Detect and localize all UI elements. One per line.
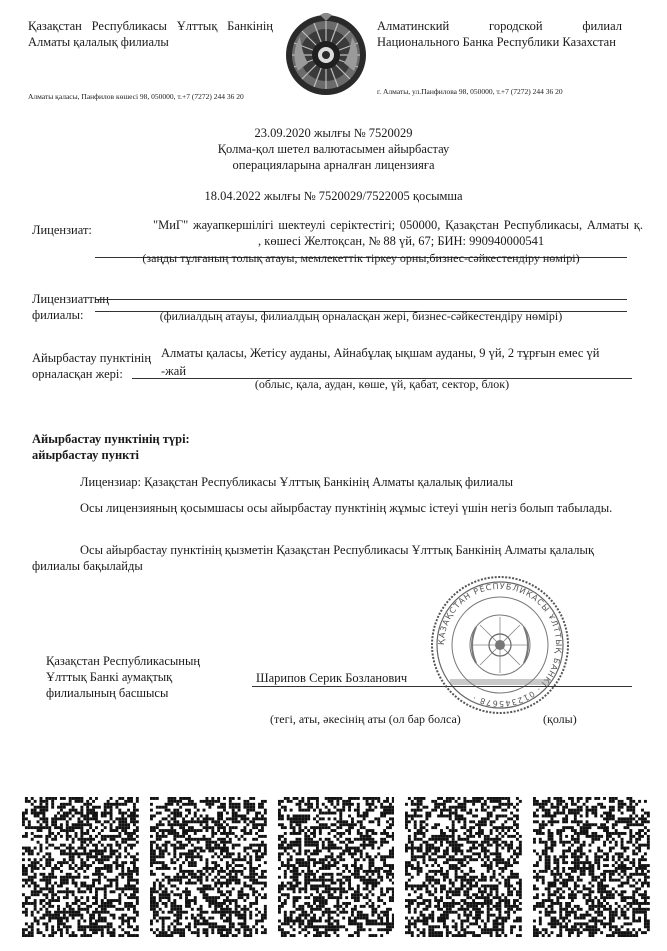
type-value: айырбастау пункті [32,448,139,462]
signer-name-caption: (тегі, аты, әкесінің аты (ол бар болса) [270,712,461,726]
control-line2: филиалы бақылайды [32,559,143,573]
barcode-block-4 [405,797,522,937]
issuer-address-russian: г. Алматы, ул.Панфилова 98, 050000, т.+7 (7272) 244 36 20 [377,87,563,96]
issuer-name-russian-line1: Алматинский городской филиал [377,19,622,33]
basis-line: Осы лицензияның қосымшасы осы айырбастау пунктінің жұмыс істеуі үшін негіз болып табылады. [80,501,613,515]
control-line1: Осы айырбастау пунктінің қызметін Қазақстан Республикасы Ұлттық Банкінің Алматы қалалық [80,543,595,557]
licensee-label: Лицензиат: [32,223,92,237]
signature-caption: (қолы) [543,712,577,726]
svg-text:ҚАЗАҚСТАН РЕСПУБЛИКАСЫ ҰЛТТЫҚ: ҚАЗАҚСТАН РЕСПУБЛИКАСЫ ҰЛТТЫҚ БАНКІ · 012345678 · [436,581,564,709]
signer-position-line3: филиалының басшысы [46,686,169,700]
license-number: 23.09.2020 жылғы № 7520029 [254,126,413,140]
location-value-line1: Алматы қаласы, Жетісу ауданы, Айнабұлақ ықшам ауданы, 9 үй, 2 тұрғын емес үй [161,346,600,360]
license-subject-line1: Қолма-қол шетел валютасымен айырбастау [217,142,450,156]
license-subject-line2: операцияларына арналған лицензияға [232,158,435,172]
branch-underline-top [95,299,627,300]
barcode-block-2 [150,797,267,937]
issuer-name-russian [377,18,622,50]
license-annex: 18.04.2022 жылғы № 7520029/7522005 қосымша [204,189,463,203]
location-label-line2: орналасқан жері: [32,367,123,381]
branch-label-line1: Лицензиаттың [32,292,109,306]
barcode-block-1 [22,797,139,937]
licensee-caption: (заңды тұлғаның толық атауы, мемлекеттік тіркеу орны,бизнес-сәйкестендіру нөмірі) [142,251,580,265]
signer-position-line2: Ұлттық Банкі аумақтық [46,670,173,684]
issuer-name-kazakh [28,18,273,50]
signer-name: Шарипов Серик Бозланович [256,671,408,685]
type-heading: Айырбастау пунктінің түрі: [32,432,190,446]
licensee-value-line1: "МиГ" жауапкершілігі шектеулі серіктестігі; 050000, Қазақстан Республикасы, Алматы қ. [153,218,643,232]
official-seal-stamp [430,575,570,715]
branch-caption: (филиалдың атауы, филиалдың орналасқан жері, бизнес-сәйкестендіру нөмірі) [159,309,563,323]
location-label-line1: Айырбастау пунктінің [32,351,152,365]
issuer-name-kazakh-line2: Алматы қалалық филиалы [28,35,169,49]
signature-underline [252,686,632,687]
location-value-line2: -жай [161,364,187,378]
issuer-name-russian-line2: Национального Банка Республики Казахстан [377,35,616,49]
licensee-value-line2: , көшесі Желтоқсан, № 88 үй, 67; БИН: 990940000541 [258,234,545,248]
barcode-strip [22,797,650,937]
state-emblem-icon [284,13,368,97]
location-caption: (облыс, қала, аудан, көше, үй, қабат, сектор, блок) [254,377,510,391]
issuer-name-kazakh-line1: Қазақстан Республикасы Ұлттық Банкінің [28,19,273,33]
issuer-address-kazakh: Алматы қаласы, Панфилов көшесі 98, 050000, т.+7 (7272) 244 36 20 [28,92,244,101]
barcode-block-3 [278,797,395,937]
licensor-line: Лицензиар: Қазақстан Республикасы Ұлттық Банкінің Алматы қалалық филиалы [80,475,514,489]
signer-position-line1: Қазақстан Республикасының [46,654,201,668]
barcode-block-5 [533,797,650,937]
branch-label-line2: филиалы: [32,308,84,322]
